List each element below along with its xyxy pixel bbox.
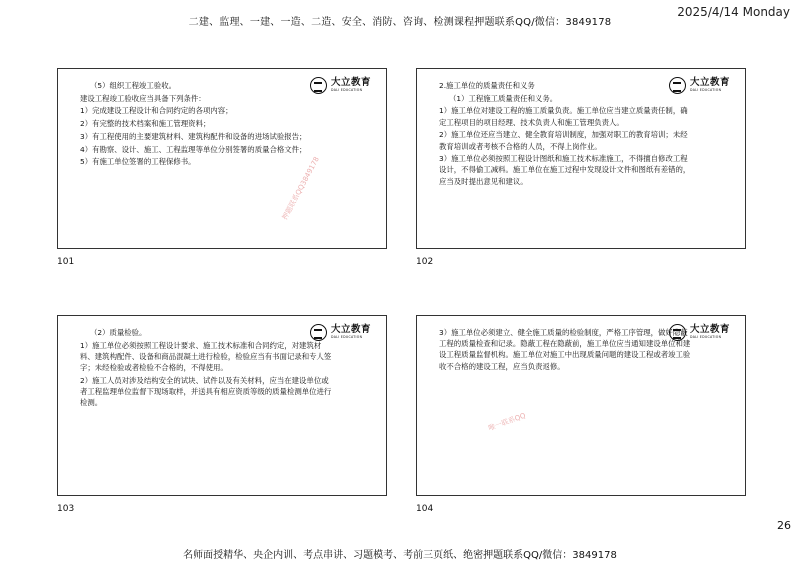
slide-line: （1）工程施工质量责任和义务。 bbox=[449, 93, 558, 103]
slide-line: 1）施工单位对建设工程的施工质量负责。施工单位应当建立质量责任制，确定工程项目的项目经理、技术负责人和施工管理负责人。 bbox=[439, 106, 688, 127]
logo-emblem-icon bbox=[669, 77, 686, 94]
slide-line: 2）施工人员对涉及结构安全的试块、试件以及有关材料，应当在建设单位或者工程监理单位监督下现场取样，并送具有相应资质等级的质量检测单位进行检测。 bbox=[80, 375, 332, 408]
slide-104 bbox=[416, 315, 746, 496]
slide-line: 3）有工程使用的主要建筑材料、建筑构配件和设备的进场试验报告； bbox=[80, 131, 307, 141]
brand-logo bbox=[669, 76, 734, 94]
logo-name-en: DALI EDUCATION bbox=[690, 334, 722, 339]
watermark: 唯一联系QQ bbox=[487, 411, 527, 433]
slide-text bbox=[439, 80, 694, 188]
slide-line: 3）施工单位必须建立、健全施工质量的检验制度，严格工序管理，做好隐蔽工程的质量检查和记录。隐蔽工程在隐蔽前，施工单位应当通知建设单位和建设工程质量监督机构。施工单位对施工中出现质量问题的建设工程或者竣工验收不合格的建设工程，应当负责返修。 bbox=[439, 328, 691, 371]
slide-number: 103 bbox=[57, 504, 75, 514]
slide-line: （2）质量检验。 bbox=[90, 328, 147, 337]
logo-name-en: DALI EDUCATION bbox=[331, 334, 363, 339]
slide-line: 2）施工单位还应当建立、健全教育培训制度，加强对职工的教育培训；未经教育培训或者考核不合格的人员，不得上岗作业。 bbox=[439, 130, 688, 151]
slide-line: 2）有完整的技术档案和施工管理资料； bbox=[80, 119, 211, 129]
brand-logo bbox=[310, 76, 375, 94]
slide-number: 104 bbox=[416, 504, 434, 514]
logo-emblem-icon bbox=[310, 77, 327, 94]
slide-line: 3）施工单位必须按照工程设计图纸和施工技术标准施工，不得擅自修改工程设计，不得偷工减料。施工单位在施工过程中发现设计文件和图纸有差错的，应当及时提出意见和建议。 bbox=[439, 154, 691, 186]
slide-number: 101 bbox=[57, 257, 75, 267]
slide-text bbox=[439, 327, 694, 373]
slide-line: 1）施工单位必须按照工程设计要求、施工技术标准和合同约定，对建筑材料、建筑构配件、设备和商品混凝土进行检验，检验应当有书面记录和专人签字；未经检验或者检验不合格的，不得使用。 bbox=[80, 340, 332, 373]
slide-line: （5）组织工程竣工验收。 bbox=[90, 81, 177, 90]
logo-emblem-icon bbox=[669, 324, 686, 341]
slide-number: 102 bbox=[416, 257, 434, 267]
logo-name-cn: 大立教育 bbox=[331, 323, 372, 335]
header-date: 2025/4/14 Monday bbox=[677, 5, 790, 19]
watermark: 押题联系QQ3849178 bbox=[280, 155, 321, 222]
logo-emblem-icon bbox=[310, 324, 327, 341]
header-banner: 二建、监理、一建、一造、二造、安全、消防、咨询、检测课程押题联系QQ/微信：3849178 bbox=[188, 17, 612, 28]
slide-line: 4）有勘察、设计、施工、工程监理等单位分别签署的质量合格文件； bbox=[80, 144, 307, 154]
slide-103 bbox=[57, 315, 387, 496]
brand-logo bbox=[669, 323, 734, 341]
logo-name-cn: 大立教育 bbox=[690, 323, 731, 335]
logo-name-en: DALI EDUCATION bbox=[690, 87, 722, 92]
slide-line: 建设工程竣工验收应当具备下列条件： bbox=[80, 93, 206, 103]
slide-101 bbox=[57, 68, 387, 249]
page-number: 26 bbox=[777, 519, 791, 532]
logo-name-en: DALI EDUCATION bbox=[331, 87, 363, 92]
logo-name-cn: 大立教育 bbox=[690, 76, 731, 88]
slide-line: 1）完成建设工程设计和合同约定的各项内容； bbox=[80, 106, 233, 116]
brand-logo bbox=[310, 323, 375, 341]
slide-102 bbox=[416, 68, 746, 249]
slide-line: 2.施工单位的质量责任和义务 bbox=[439, 81, 535, 90]
slide-line: 5）有施工单位签署的工程保修书。 bbox=[80, 157, 196, 167]
slide-text bbox=[80, 80, 335, 169]
slide-text bbox=[80, 327, 335, 410]
logo-name-cn: 大立教育 bbox=[331, 76, 372, 88]
footer-banner: 名师面授精华、央企内训、考点串讲、习题模考、考前三页纸、绝密押题联系QQ/微信：3849178 bbox=[183, 550, 617, 561]
